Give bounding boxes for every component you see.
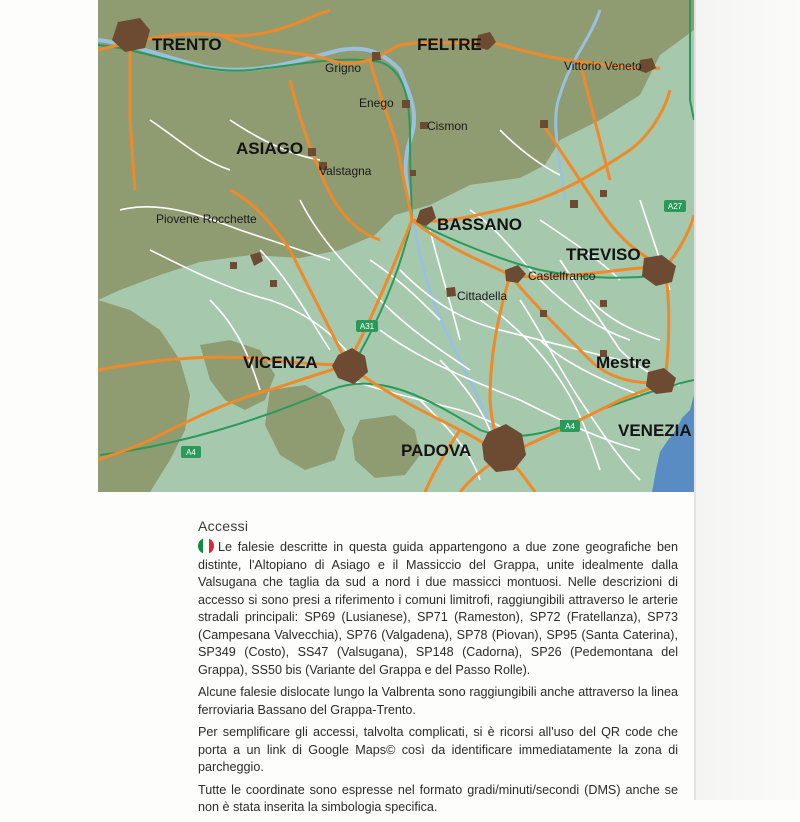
highway-shield-a27 [664, 200, 686, 212]
city-label-trento[interactable]: TRENTO [152, 35, 222, 54]
road-map[interactable] [98, 0, 694, 492]
highway-shield-a4-east [560, 420, 580, 432]
town-label-enego[interactable]: Enego [359, 96, 394, 110]
paragraph-railway: Alcune falesie dislocate lungo la Valbrenta sono raggiungibili anche attraverso la linea ferroviaria Bassano del Grappa-Trento. [198, 685, 678, 717]
city-label-venezia[interactable]: VENEZIA [618, 421, 692, 440]
city-label-mestre[interactable]: Mestre [596, 353, 651, 372]
town-label-cittadella[interactable]: Cittadella [457, 289, 508, 303]
paragraph-coordinates: Tutte le coordinate sono espresse nel formato gradi/minuti/secondi (DMS) anche se non è stata inserita la simbologia specifica. [198, 782, 678, 814]
town-label-cismon[interactable]: Cismon [427, 119, 468, 133]
paragraph-qr-code: Per semplificare gli accessi, talvolta complicati, si è ricorsi all'uso del QR code che porta a un link di Google Maps© così da identificare immediatamente la zona di parcheggio. [198, 725, 678, 774]
town-label-valstagna[interactable]: Valstagna [319, 164, 372, 178]
svg-text:A31: A31 [359, 322, 375, 331]
highway-shield-a31 [356, 320, 378, 332]
town-label-vittorio-veneto[interactable]: Vittorio Veneto [564, 59, 642, 73]
town-label-castelfranco[interactable]: Castelfranco [528, 269, 596, 283]
city-label-feltre[interactable]: FELTRE [417, 35, 482, 54]
town-label-piovene-rocchette[interactable]: Piovene Rocchette [156, 212, 257, 226]
paragraph-intro-text: Le falesie descritte in questa guida appartengono a due zone geografiche ben distinte, l'Altopiano di Asiago e il Massiccio del Grappa, unite idealmente dalla Valsugana che taglia da sud a nord i due massicci montuosi. Nelle descrizioni di accesso si sono presi a riferimento i comuni limitrofi, raggiungibili attraverso le arterie stradali principali: SP69 (Lusianese), SP71 (Rameston), SP72 (Fratellanza), SP73 (Campesana Valvecchia), SP76 (Valgadena), SP78 (Piovan), SP95 (Santa Caterina), SP349 (Costo), SS47 (Valsugana), SP148 (Cadorna), SP26 (Pedemontana del Grappa), SS50 bis (Variante del Grappa e del Passo Rolle). [198, 540, 678, 677]
highway-shield-a4-west [181, 446, 201, 458]
city-label-asiago[interactable]: ASIAGO [236, 139, 304, 158]
town-label-grigno[interactable]: Grigno [325, 61, 362, 75]
page-edge [694, 0, 800, 800]
city-label-padova[interactable]: PADOVA [401, 441, 472, 460]
svg-text:A27: A27 [667, 202, 683, 211]
svg-text:A4: A4 [186, 448, 196, 457]
section-title: Accessi [198, 518, 249, 534]
svg-text:A4: A4 [565, 422, 575, 431]
italian-flag-icon [198, 538, 214, 554]
paragraph-intro [198, 538, 678, 679]
city-label-vicenza[interactable]: VICENZA [243, 353, 318, 372]
accessi-section [198, 518, 678, 822]
city-label-treviso[interactable]: TREVISO [566, 245, 641, 264]
city-label-bassano[interactable]: BASSANO [437, 215, 523, 234]
